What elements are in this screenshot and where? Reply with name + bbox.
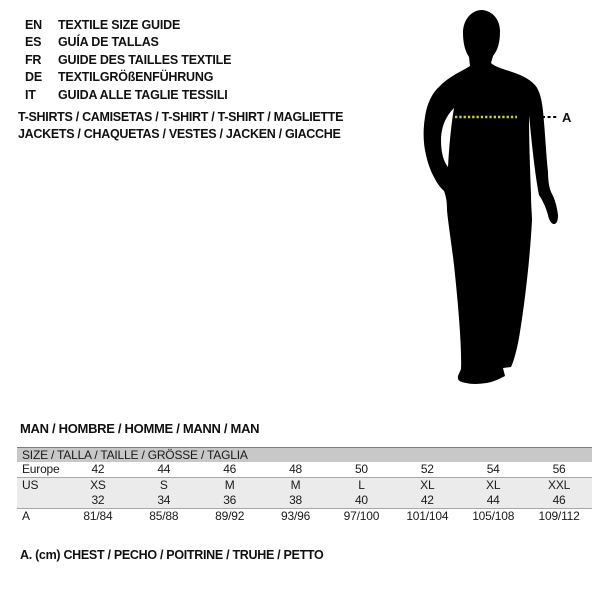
row-label: A	[22, 509, 30, 523]
size-cell: 81/84	[83, 509, 113, 523]
table-row-numeric	[17, 493, 592, 509]
language-row	[25, 87, 231, 104]
language-row	[25, 52, 231, 69]
language-code: DE	[25, 70, 42, 85]
size-cell: 42	[91, 462, 105, 476]
size-cell: 93/96	[281, 509, 311, 523]
size-cell: 34	[157, 493, 171, 507]
size-cell: S	[159, 478, 168, 492]
language-title: TEXTILE SIZE GUIDE	[58, 18, 181, 32]
size-cell: 44	[486, 493, 500, 507]
size-cell: 52	[420, 462, 434, 476]
size-cell: XL	[486, 478, 501, 492]
size-cell: 85/88	[149, 509, 179, 523]
language-title: GUÍA DE TALLAS	[58, 35, 159, 50]
measure-label-a: A	[562, 110, 572, 125]
size-table	[17, 447, 592, 524]
size-cell: 56	[552, 462, 566, 476]
size-cell: 97/100	[343, 509, 380, 523]
language-title: TEXTILGRÖßENFÜHRUNG	[58, 70, 214, 85]
category-line-tshirts: T-SHIRTS / CAMISETAS / T-SHIRT / T-SHIRT / MAGLIETTE	[18, 110, 344, 124]
size-cell: 32	[91, 493, 105, 507]
man-silhouette	[390, 0, 590, 400]
size-cell: 54	[486, 462, 500, 476]
size-cell: XXL	[548, 478, 571, 492]
size-cell: XL	[420, 478, 435, 492]
row-label: Europe	[22, 462, 60, 476]
size-cell: 109/112	[538, 509, 580, 523]
category-line-jackets: JACKETS / CHAQUETAS / VESTES / JACKEN / GIACCHE	[18, 127, 341, 142]
row-label	[17, 493, 65, 509]
section-title-man: MAN / HOMBRE / HOMME / MANN / MAN	[20, 421, 260, 436]
size-cell: M	[224, 478, 235, 492]
size-cell: L	[358, 478, 365, 492]
table-row-chest-a	[17, 509, 592, 525]
language-list	[25, 17, 231, 104]
language-code: EN	[25, 18, 42, 32]
size-cell: 42	[420, 493, 434, 507]
table-row-us	[17, 478, 592, 494]
size-cell: 46	[223, 462, 237, 476]
size-cell: 105/108	[472, 509, 515, 523]
size-table-header: SIZE / TALLA / TAILLE / GRÖSSE / TAGLIA	[17, 448, 592, 463]
size-table-header-row	[17, 448, 592, 463]
size-cell: 44	[157, 462, 171, 476]
measurement-footnote: A. (cm) CHEST / PECHO / POITRINE / TRUHE / PETTO	[20, 548, 324, 562]
language-title: GUIDA ALLE TAGLIE TESSILI	[58, 87, 228, 102]
language-row	[25, 34, 231, 51]
man-silhouette-body	[424, 10, 558, 384]
language-code: ES	[25, 35, 42, 50]
size-cell: 40	[354, 493, 368, 507]
size-cell: M	[290, 478, 301, 492]
size-cell: XS	[90, 478, 106, 492]
row-label: US	[22, 478, 39, 492]
language-title: GUIDE DES TAILLES TEXTILE	[58, 52, 232, 67]
language-row	[25, 17, 231, 34]
size-cell: 89/92	[215, 509, 245, 523]
language-code: FR	[25, 52, 42, 67]
language-code: IT	[25, 87, 36, 102]
size-cell: 101/104	[406, 509, 449, 523]
category-lines	[18, 109, 343, 144]
size-cell: 50	[354, 462, 368, 476]
size-cell: 48	[289, 462, 303, 476]
size-cell: 46	[552, 493, 566, 507]
size-cell: 36	[223, 493, 237, 507]
size-cell: 38	[289, 493, 303, 507]
language-row	[25, 69, 231, 86]
table-row-europe	[17, 462, 592, 478]
